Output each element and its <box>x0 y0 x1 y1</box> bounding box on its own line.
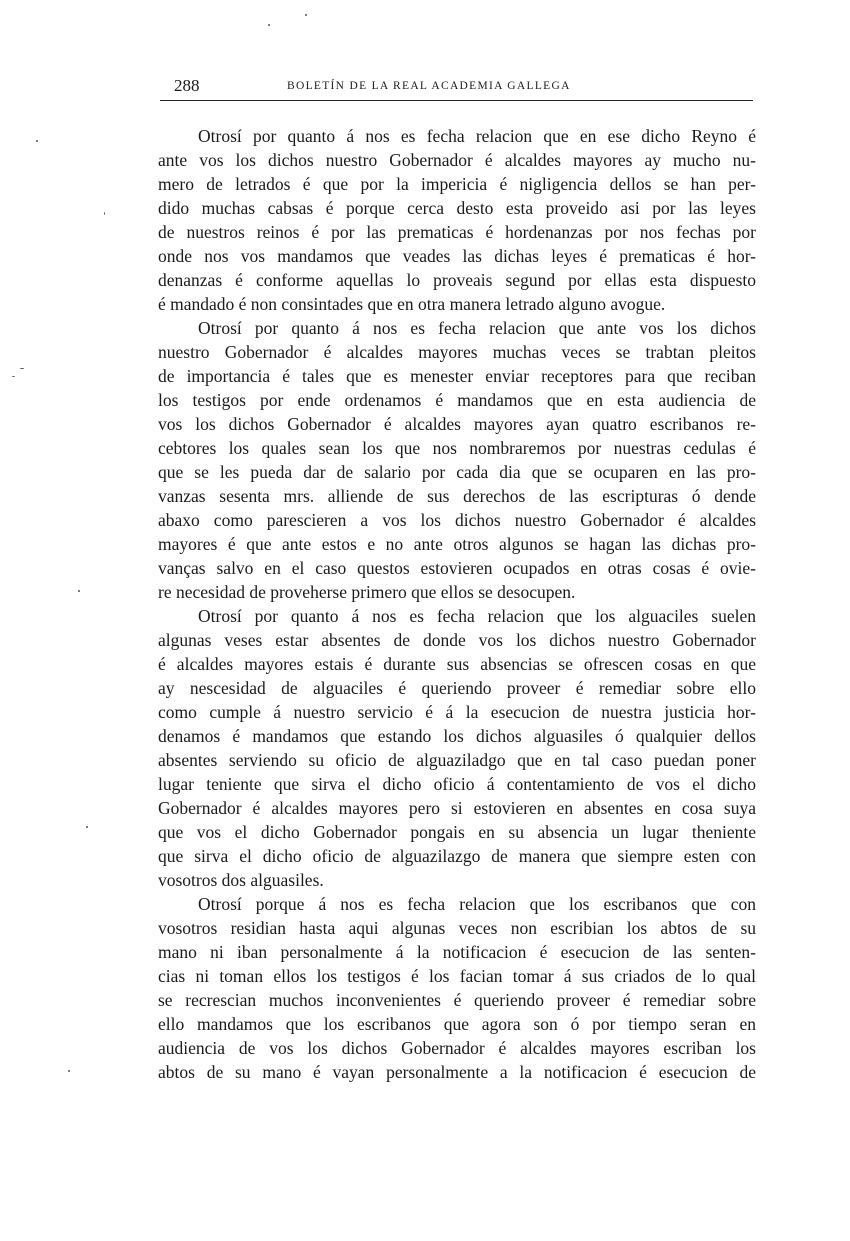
text-line: que se les pueda dar de salario por cada dia que se ocuparen en las pro- <box>158 462 756 482</box>
text-line: de nuestros reinos é por las prematicas é hordenanzas por nos fechas por <box>158 222 756 242</box>
text-line: vos los dichos Gobernador é alcaldes mayores ayan quatro escribanos re- <box>158 414 756 434</box>
text-line: nuestro Gobernador é alcaldes mayores muchas veces se trabtan pleitos <box>158 342 756 362</box>
paragraph-4 <box>158 892 756 1084</box>
text-line: denanzas é conforme aquellas lo proveais segund por ellas esta dispuesto <box>158 270 756 290</box>
text-line: Otrosí porque á nos es fecha relacion que los escribanos que con <box>198 894 756 914</box>
text-line: cias ni toman ellos los testigos é los facian tomar á sus criados de lo qual <box>158 966 756 986</box>
text-line: que vos el dicho Gobernador pongais en su absencia un lugar theniente <box>158 822 756 842</box>
text-line: vanzas sesenta mrs. alliende de sus derechos de las escripturas ó dende <box>158 486 756 506</box>
text-line: onde nos vos mandamos que veades las dichas leyes é prematicas é hor- <box>158 246 756 266</box>
text-line: lugar teniente que sirva el dicho oficio á contentamiento de vos el dicho <box>158 774 756 794</box>
page-number: 288 <box>174 76 200 95</box>
text-line: é mandado é non consintades que en otra manera letrado alguno avogue. <box>158 294 666 314</box>
text-line: mayores é que ante estos e no ante otros algunos se hagan las dichas pro- <box>158 534 756 554</box>
body-text <box>158 124 756 1084</box>
text-line: vanças salvo en el caso questos estovieren ocupados en otras cosas é ovie- <box>158 558 756 578</box>
text-line: mano ni iban personalmente á la notificacion é esecucion de las senten- <box>158 942 756 962</box>
scan-speck <box>20 368 24 369</box>
running-title: BOLETÍN DE LA REAL ACADEMIA GALLEGA <box>287 80 571 92</box>
text-line: vosotros residian hasta aqui algunas veces non escribian los abtos de su <box>158 918 756 938</box>
scan-speck <box>36 140 38 142</box>
text-line: se recrescian muchos inconvenientes é queriendo proveer é remediar sobre <box>158 990 756 1010</box>
text-line: los testigos por ende ordenamos é mandamos que en esta audiencia de <box>158 390 756 410</box>
scan-speck <box>78 590 80 592</box>
text-line: absentes serviendo su oficio de alguaziladgo que en tal caso puedan poner <box>158 750 756 770</box>
text-line: de importancia é tales que es menester enviar receptores para que reciban <box>158 366 756 386</box>
scan-speck <box>68 1070 70 1072</box>
text-line: Otrosí por quanto á nos es fecha relacion que ante vos los dichos <box>198 318 756 338</box>
text-line: Otrosí por quanto á nos es fecha relacion que en ese dicho Reyno é <box>198 126 756 146</box>
text-line: que sirva el dicho oficio de alguazilazgo de manera que siempre esten con <box>158 846 756 866</box>
text-line: abtos de su mano é vayan personalmente a la notificacion é esecucion de <box>158 1062 756 1082</box>
text-line: re necesidad de proveherse primero que ellos se desocupen. <box>158 582 576 602</box>
text-line: audiencia de vos los dichos Gobernador é alcaldes mayores escriban los <box>158 1038 756 1058</box>
text-line: cebtores los quales sean los que nos nombraremos por nuestras cedulas é <box>158 438 756 458</box>
text-line: dido muchas cabsas é porque cerca desto esta proveido asi por las leyes <box>158 198 756 218</box>
scan-speck <box>86 826 88 828</box>
text-line: Otrosí por quanto á nos es fecha relacion que los alguaciles suelen <box>198 606 756 626</box>
text-line: mero de letrados é que por la impericia é nigligencia dellos se han per- <box>158 174 756 194</box>
text-line: ay nescesidad de alguaciles é queriendo proveer é remediar sobre ello <box>158 678 756 698</box>
text-line: algunas veses estar absentes de donde vos los dichos nuestro Gobernador <box>158 630 756 650</box>
text-line: como cumple á nuestro servicio é á la esecucion de nuestra justicia hor- <box>158 702 756 722</box>
text-line: ante vos los dichos nuestro Gobernador é alcaldes mayores ay mucho nu- <box>158 150 756 170</box>
paragraph-1 <box>158 124 756 316</box>
text-line: abaxo como parescieren a vos los dichos nuestro Gobernador é alcaldes <box>158 510 756 530</box>
page-header <box>160 74 753 101</box>
text-line: denamos é mandamos que estando los dichos alguasiles ó qualquier dellos <box>158 726 756 746</box>
text-line: Gobernador é alcaldes mayores pero si estovieren en absentes en cosa suya <box>158 798 756 818</box>
text-line: é alcaldes mayores estais é durante sus absencias se ofrescen cosas en que <box>158 654 756 674</box>
paragraph-3 <box>158 604 756 892</box>
scan-speck <box>268 24 270 26</box>
scan-speck <box>12 376 15 377</box>
scan-speck <box>104 212 105 215</box>
text-line: vosotros dos alguasiles. <box>158 870 324 890</box>
text-line: ello mandamos que los escribanos que agora son ó por tiempo seran en <box>158 1014 756 1034</box>
paragraph-2 <box>158 316 756 604</box>
scan-speck <box>305 14 307 16</box>
